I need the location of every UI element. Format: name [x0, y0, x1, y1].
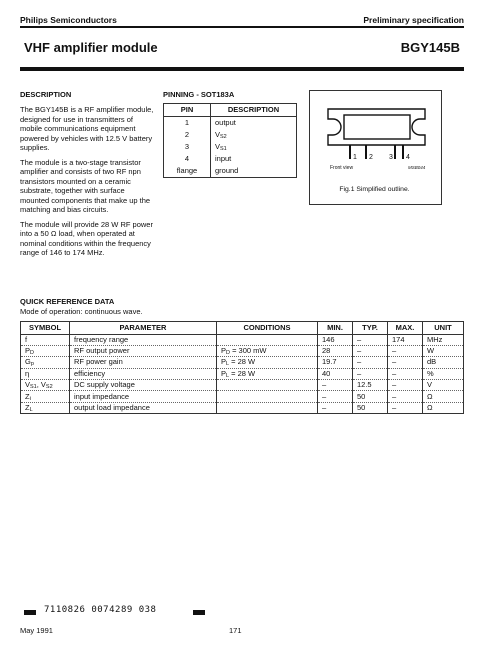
- parameter-column-header: PARAMETER: [70, 321, 217, 334]
- parameter-cell: DC supply voltage: [70, 380, 217, 391]
- pin-number: 1: [164, 117, 211, 130]
- symbol-cell: $P_D$: [21, 345, 70, 356]
- table-row: [21, 345, 464, 356]
- conditions-cell: [217, 391, 318, 402]
- table-row: [164, 117, 297, 130]
- min-cell: 19.7: [318, 357, 353, 368]
- pin-description: $V_{S1}$: [211, 141, 297, 153]
- parameter-cell: output load impedance: [70, 402, 217, 413]
- description-heading: DESCRIPTION: [20, 90, 72, 99]
- symbol-cell: $Z_i$: [21, 391, 70, 402]
- table-row: [21, 357, 464, 368]
- pin-number: 2: [164, 129, 211, 141]
- pinning-table: [163, 103, 297, 178]
- barcode-number: 7110826 0074289 038: [44, 605, 157, 615]
- table-row: [21, 334, 464, 345]
- max-cell: –: [388, 345, 423, 356]
- min-cell: –: [318, 402, 353, 413]
- table-row: [21, 368, 464, 379]
- pin-description: output: [211, 117, 297, 130]
- quick-reference-heading: QUICK REFERENCE DATA: [20, 297, 115, 306]
- min-column-header: MIN.: [318, 321, 353, 334]
- symbol-cell: $V_{S1}$, $V_{S2}$: [21, 380, 70, 391]
- parameter-cell: frequency range: [70, 334, 217, 345]
- symbol-cell: $G_p$: [21, 357, 70, 368]
- table-row: [21, 402, 464, 413]
- max-column-header: MAX.: [388, 321, 423, 334]
- parameter-cell: RF output power: [70, 345, 217, 356]
- part-number: BGY145B: [400, 40, 460, 55]
- publication-date: May 1991: [20, 626, 53, 635]
- pin-label: 2: [369, 154, 373, 161]
- max-cell: –: [388, 368, 423, 379]
- unit-cell: W: [423, 345, 464, 356]
- conditions-cell: [217, 380, 318, 391]
- parameter-cell: RF power gain: [70, 357, 217, 368]
- barcode-mark: [24, 610, 36, 615]
- table-row: [21, 391, 464, 402]
- typ-cell: 12.5: [353, 380, 388, 391]
- unit-cell: %: [423, 368, 464, 379]
- pin-number: 3: [164, 141, 211, 153]
- typ-cell: –: [353, 345, 388, 356]
- conditions-column-header: CONDITIONS: [217, 321, 318, 334]
- barcode-mark: [193, 610, 205, 615]
- front-view-label: Front view: [330, 165, 354, 171]
- pin-label: 4: [406, 154, 410, 161]
- page-number: 171: [229, 626, 242, 635]
- typ-column-header: TYP.: [353, 321, 388, 334]
- unit-cell: MHz: [423, 334, 464, 345]
- pin-column-header: PIN: [164, 104, 211, 117]
- max-cell: 174: [388, 334, 423, 345]
- unit-cell: dB: [423, 357, 464, 368]
- symbol-column-header: SYMBOL: [21, 321, 70, 334]
- parameter-cell: efficiency: [70, 368, 217, 379]
- table-row: [164, 153, 297, 165]
- pin-number: flange: [164, 165, 211, 178]
- conditions-cell: $P_D = 300$ mW: [217, 345, 318, 356]
- typ-cell: 50: [353, 402, 388, 413]
- conditions-cell: [217, 402, 318, 413]
- max-cell: –: [388, 402, 423, 413]
- unit-cell: V: [423, 380, 464, 391]
- min-cell: 28: [318, 345, 353, 356]
- header-rule: [20, 26, 464, 28]
- parameter-cell: input impedance: [70, 391, 217, 402]
- symbol-cell: η: [21, 368, 70, 379]
- pin-number: 4: [164, 153, 211, 165]
- max-cell: –: [388, 357, 423, 368]
- unit-column-header: UNIT: [423, 321, 464, 334]
- quick-reference-table: [20, 321, 464, 415]
- table-row: [21, 380, 464, 391]
- pinning-section: [163, 90, 297, 178]
- max-cell: –: [388, 391, 423, 402]
- company-name: Philips Semiconductors: [20, 15, 117, 25]
- description-paragraph: The module is a two-stage transistor amplifier and consists of two RF npn transistors mounted on a ceramic substrate, together with surface mounted components that make up the matching and bias circuits.: [20, 157, 151, 214]
- min-cell: –: [318, 380, 353, 391]
- pinning-heading: PINNING - SOT183A: [163, 90, 235, 99]
- conditions-cell: $P_L = 28$ W: [217, 368, 318, 379]
- description-paragraph: The module will provide 28 W RF power into a 50 Ω load, when operated at nominal conditions within the frequency range of 146 to 174 MHz.: [20, 219, 153, 257]
- pin-description: $V_{S2}$: [211, 129, 297, 141]
- table-row: [164, 141, 297, 153]
- mode-of-operation: Mode of operation: continuous wave.: [20, 307, 143, 316]
- module-outline-drawing: [310, 91, 441, 171]
- pin-description: ground: [211, 165, 297, 178]
- min-cell: 40: [318, 368, 353, 379]
- conditions-cell: $P_L = 28$ W: [217, 357, 318, 368]
- description-paragraph: The BGY145B is a RF amplifier module, designed for use in transmitters of mobile communications equipment powered by vehicles with 12.5 V battery supplies.: [20, 105, 154, 152]
- typ-cell: –: [353, 357, 388, 368]
- min-cell: –: [318, 391, 353, 402]
- figure-code: MSB044: [408, 165, 426, 170]
- typ-cell: 50: [353, 391, 388, 402]
- pin-label: 1: [353, 154, 357, 161]
- conditions-cell: [217, 334, 318, 345]
- typ-cell: –: [353, 368, 388, 379]
- description-column-header: DESCRIPTION: [211, 104, 297, 117]
- unit-cell: Ω: [423, 391, 464, 402]
- figure-caption: Fig.1 Simplified outline.: [339, 186, 410, 193]
- title-rule: [20, 67, 464, 71]
- max-cell: –: [388, 380, 423, 391]
- symbol-cell: $Z_L$: [21, 402, 70, 413]
- description-section: [20, 90, 154, 258]
- min-cell: 146: [318, 334, 353, 345]
- table-row: [164, 129, 297, 141]
- pin-label: 3: [389, 154, 393, 161]
- pin-description: input: [211, 153, 297, 165]
- unit-cell: Ω: [423, 402, 464, 413]
- typ-cell: –: [353, 334, 388, 345]
- symbol-cell: f: [21, 334, 70, 345]
- quick-reference-section: [20, 297, 464, 414]
- spec-type: Preliminary specification: [363, 15, 464, 25]
- table-row: [164, 165, 297, 178]
- document-title: VHF amplifier module: [24, 40, 158, 55]
